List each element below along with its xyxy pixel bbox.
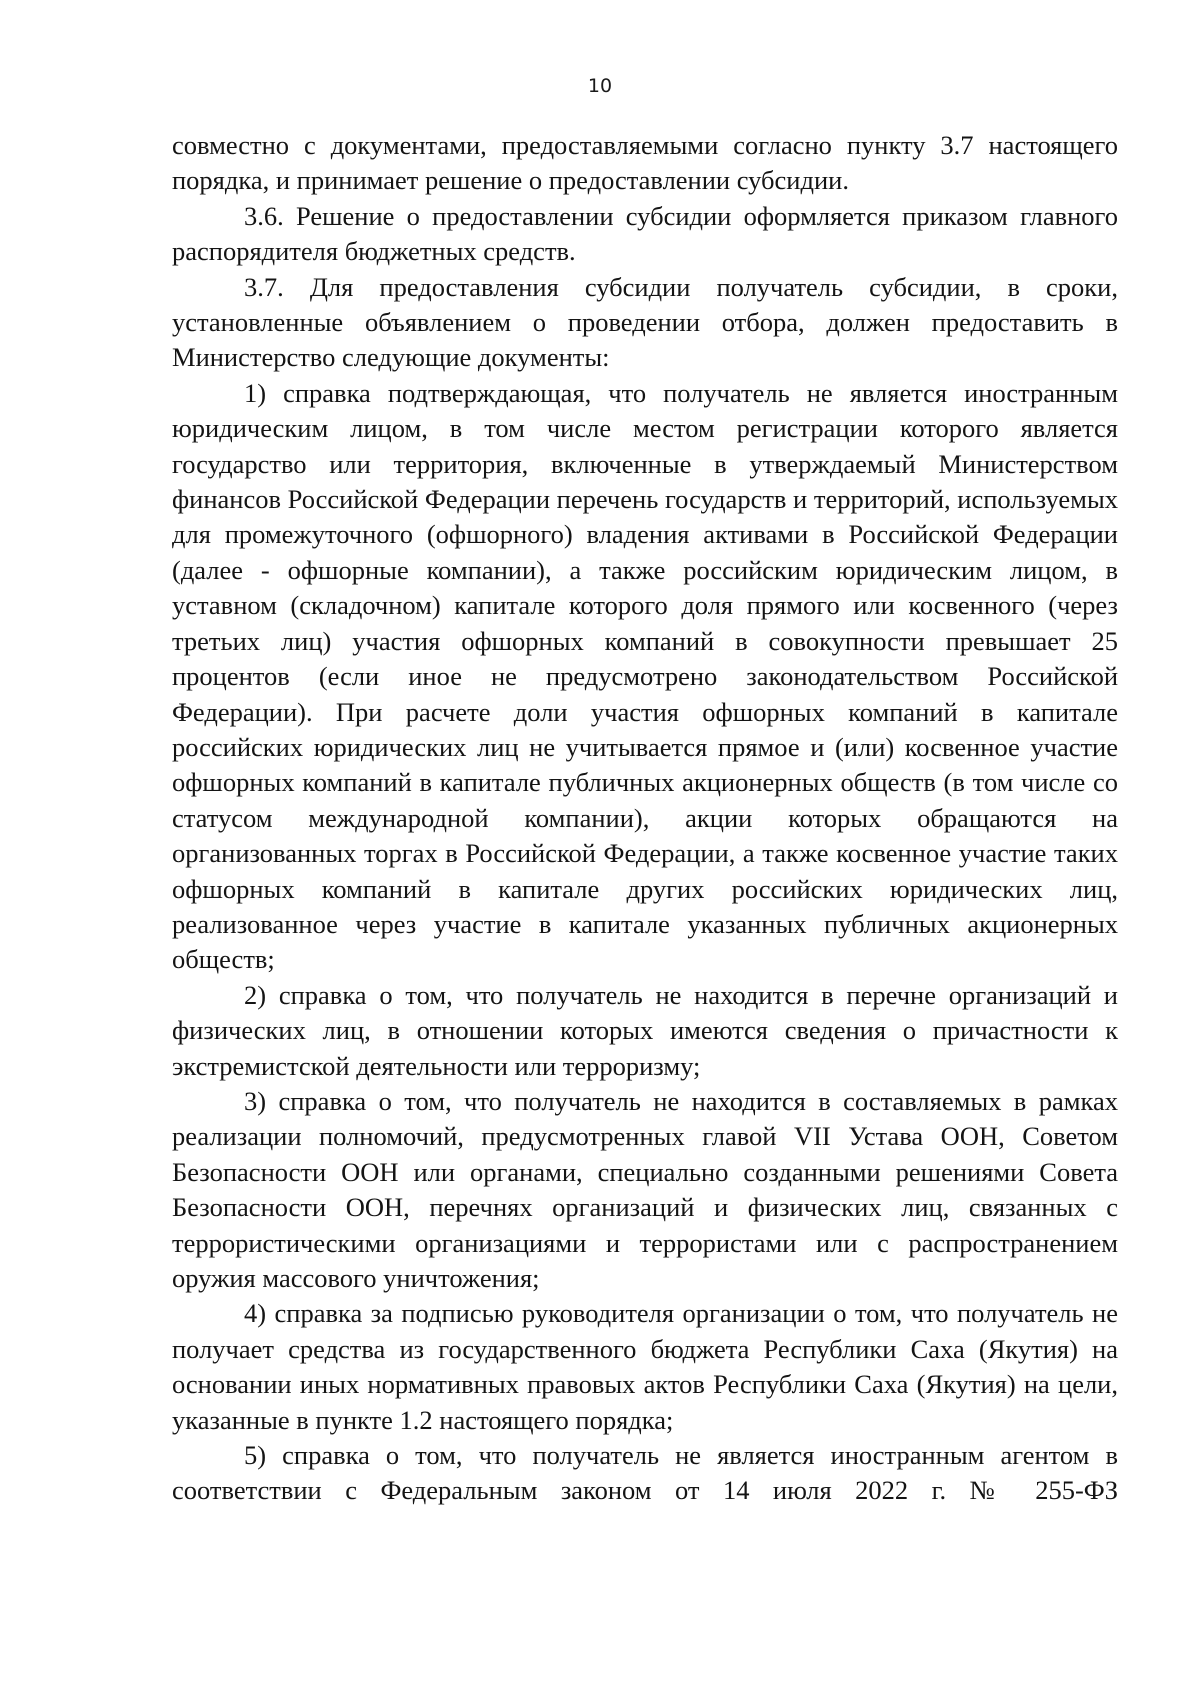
- page-number: 10: [587, 75, 613, 97]
- list-item-1: 1) справка подтверждающая, что получатель не является иностранным юридическим лицом, в том числе местом регистрации которого является государство или территория, включенные в утверждаемый Министерством финансов Российской Федерации перечень государств и территорий, используемых для промежуточного (офшорного) владения активами в Российской Федерации (далее - офшорные компании), а также российским юридическим лицом, в уставном (складочном) капитале которого доля прямого или косвенного (через третьих лиц) участия офшорных компаний в совокупности превышает 25 процентов (если иное не предусмотрено законодательством Российской Федерации). При расчете доли участия офшорных компаний в капитале российских юридических лиц не учитывается прямое и (или) косвенное участие офшорных компаний в капитале публичных акционерных обществ (в том числе со статусом международной компании), акции которых обращаются на организованных торгах в Российской Федерации, а также косвенное участие таких офшорных компаний в капитале других российских юридических лиц, реализованное через участие в капитале указанных публичных акционерных обществ;: [172, 377, 1118, 975]
- document-body: [172, 128, 1118, 1509]
- list-item-3: 3) справка о том, что получатель не находится в составляемых в рамках реализации полномочий, предусмотренных главой VII Устава ООН, Советом Безопасности ООН или органами, специально созданными решениями Совета Безопасности ООН, перечнях организаций и физических лиц, связанных с террористическими организациями и террористами или с распространением оружия массового уничтожения;: [172, 1085, 1118, 1293]
- paragraph-3-7: 3.7. Для предоставления субсидии получатель субсидии, в сроки, установленные объявлением о проведении отбора, должен предоставить в Министерство следующие документы:: [172, 271, 1118, 373]
- paragraph-continuation: совместно с документами, предоставляемыми согласно пункту 3.7 настоящего порядка, и принимает решение о предоставлении субсидии.: [172, 130, 1118, 196]
- list-item-5: 5) справка о том, что получатель не является иностранным агентом в соответствии с Федеральным законом от 14 июля 2022 г. № 255-ФЗ: [172, 1440, 1118, 1506]
- list-item-2: 2) справка о том, что получатель не находится в перечне организаций и физических лиц, в отношении которых имеются сведения о причастности к экстремистской деятельности или терроризму;: [172, 979, 1118, 1081]
- list-item-4: 4) справка за подписью руководителя организации о том, что получатель не получает средства из государственного бюджета Республики Саха (Якутия) на основании иных нормативных правовых актов Республики Саха (Якутия) на цели, указанные в пункте 1.2 настоящего порядка;: [172, 1298, 1118, 1435]
- paragraph-3-6: 3.6. Решение о предоставлении субсидии оформляется приказом главного распорядителя бюджетных средств.: [172, 200, 1118, 267]
